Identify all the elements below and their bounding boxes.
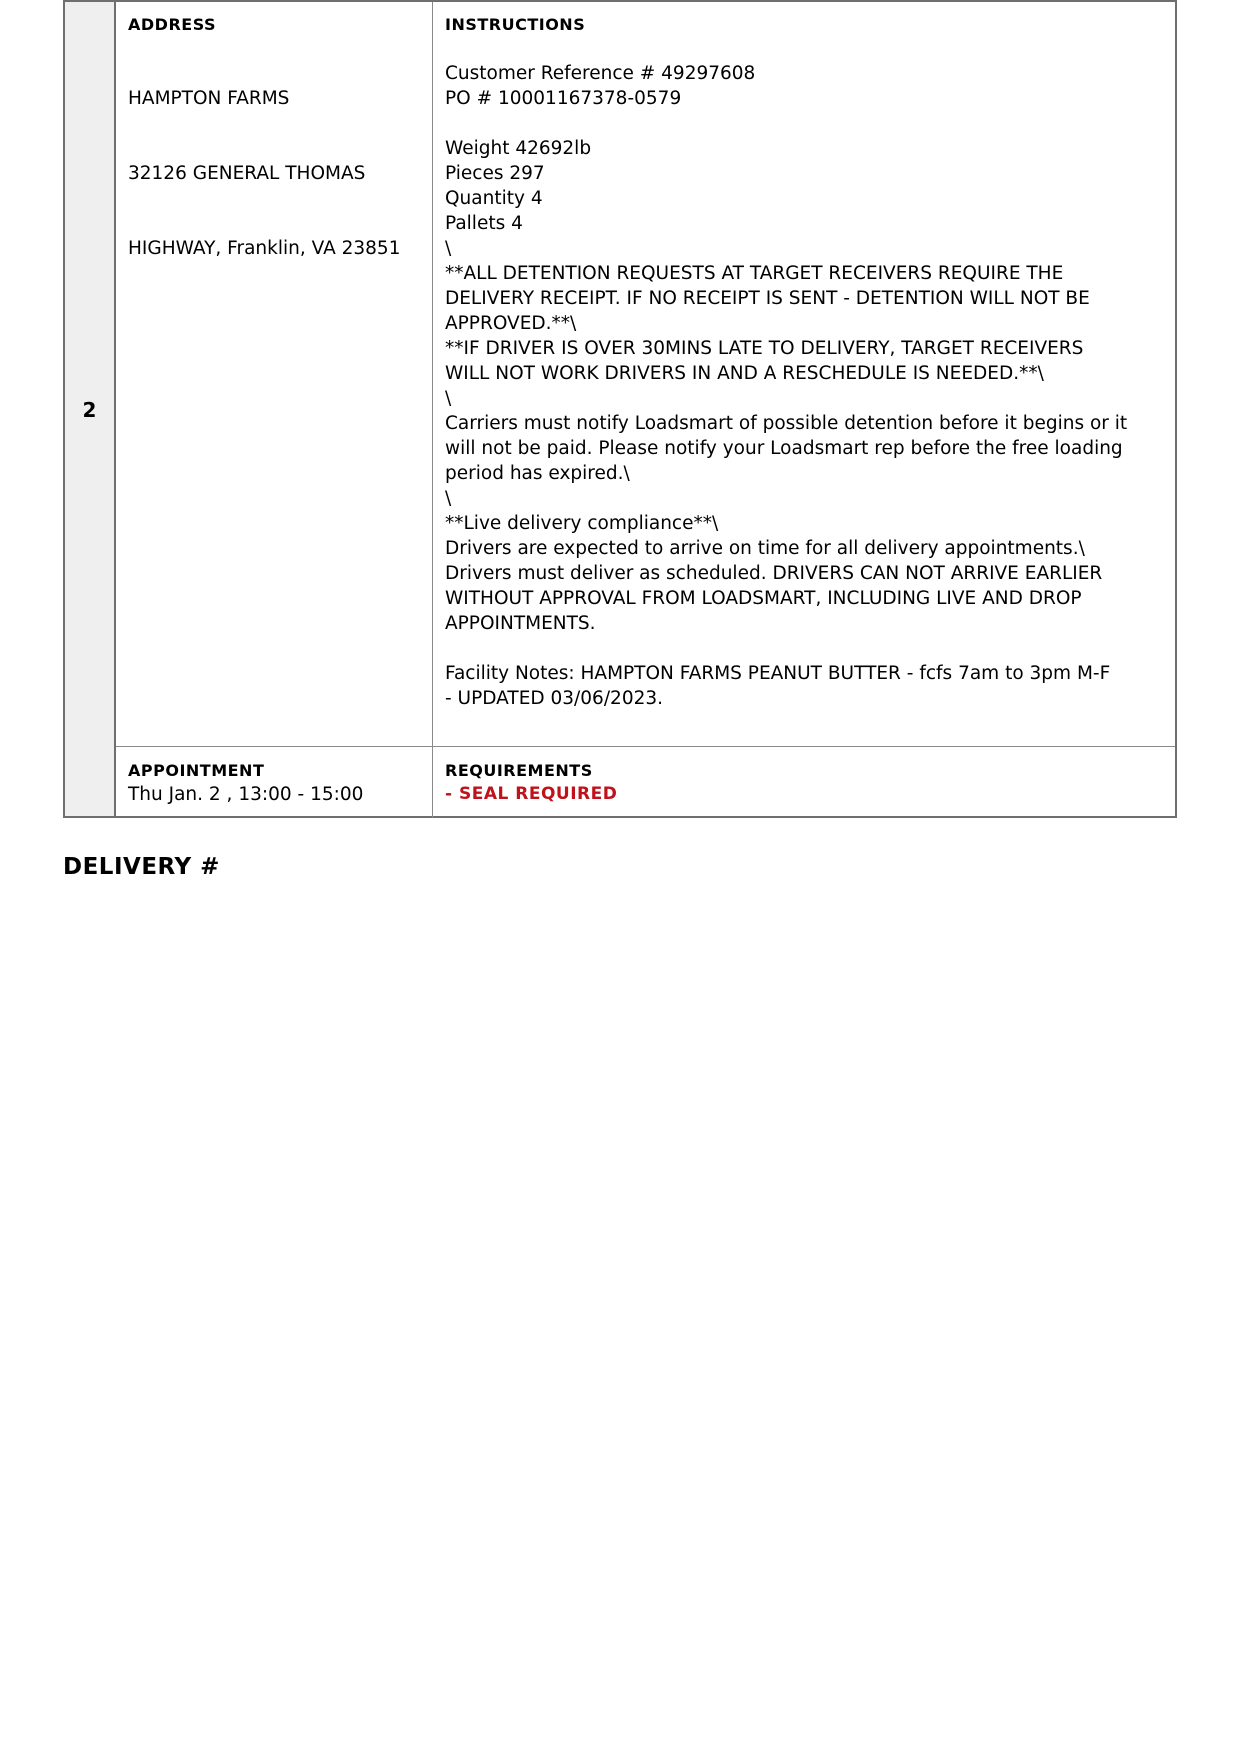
instruction-line: Pallets 4 [445, 213, 523, 234]
address-label: ADDRESS [128, 15, 217, 34]
requirements-label: REQUIREMENTS [445, 761, 593, 780]
instruction-line: Pieces 297 [445, 163, 545, 184]
instruction-line: \ [445, 238, 452, 259]
instruction-line: Drivers must deliver as scheduled. DRIVERS CAN NOT ARRIVE EARLIER [445, 563, 1103, 584]
instruction-line: **Live delivery compliance**\ [445, 513, 719, 534]
instruction-line: APPOINTMENTS. [445, 613, 596, 634]
instruction-line: \ [445, 488, 452, 509]
instruction-line: DELIVERY RECEIPT. IF NO RECEIPT IS SENT - DETENTION WILL NOT BE [445, 288, 1090, 309]
stop-number-column [65, 2, 116, 816]
appointment-cell [116, 747, 433, 818]
requirements-cell [433, 747, 1175, 818]
address-line: HAMPTON FARMS [128, 88, 290, 109]
instruction-line: Facility Notes: HAMPTON FARMS PEANUT BUTTER - fcfs 7am to 3pm M-F [445, 663, 1111, 684]
instruction-line: WITHOUT APPROVAL FROM LOADSMART, INCLUDING LIVE AND DROP [445, 588, 1082, 609]
instruction-line: Weight 42692lb [445, 138, 592, 159]
instruction-line: **ALL DETENTION REQUESTS AT TARGET RECEIVERS REQUIRE THE [445, 263, 1064, 284]
instruction-line: APPROVED.**\ [445, 313, 577, 334]
instructions-text [445, 36, 1163, 711]
instruction-line [445, 111, 1163, 136]
delivery-section-heading: DELIVERY # [63, 854, 220, 880]
appointment-label: APPOINTMENT [128, 761, 265, 780]
instruction-line: WILL NOT WORK DRIVERS IN AND A RESCHEDULE IS NEEDED.**\ [445, 363, 1044, 384]
instruction-line: period has expired.\ [445, 463, 630, 484]
instruction-line: Drivers are expected to arrive on time for all delivery appointments.\ [445, 538, 1085, 559]
instruction-line: PO # 10001167378-0579 [445, 88, 682, 109]
instruction-line: Customer Reference # 49297608 [445, 63, 756, 84]
instructions-cell [433, 2, 1175, 747]
instruction-line: Quantity 4 [445, 188, 543, 209]
appointment-value: Thu Jan. 2 , 13:00 - 15:00 [128, 784, 364, 805]
requirement-item: - SEAL REQUIRED [445, 784, 618, 804]
address-line: HIGHWAY, Franklin, VA 23851 [128, 238, 401, 259]
instructions-label: INSTRUCTIONS [445, 15, 586, 34]
instruction-line: - UPDATED 03/06/2023. [445, 688, 664, 709]
instruction-line: \ [445, 388, 452, 409]
instruction-line: will not be paid. Please notify your Loadsmart rep before the free loading [445, 438, 1123, 459]
stop-number: 2 [82, 398, 97, 422]
address-cell [116, 2, 433, 747]
stop-table [63, 0, 1177, 818]
instruction-line [445, 36, 1163, 61]
instruction-line [445, 636, 1163, 661]
address-line: 32126 GENERAL THOMAS [128, 163, 366, 184]
instruction-line: **IF DRIVER IS OVER 30MINS LATE TO DELIVERY, TARGET RECEIVERS [445, 338, 1084, 359]
instruction-line: Carriers must notify Loadsmart of possible detention before it begins or it [445, 413, 1128, 434]
address-text [128, 36, 420, 311]
